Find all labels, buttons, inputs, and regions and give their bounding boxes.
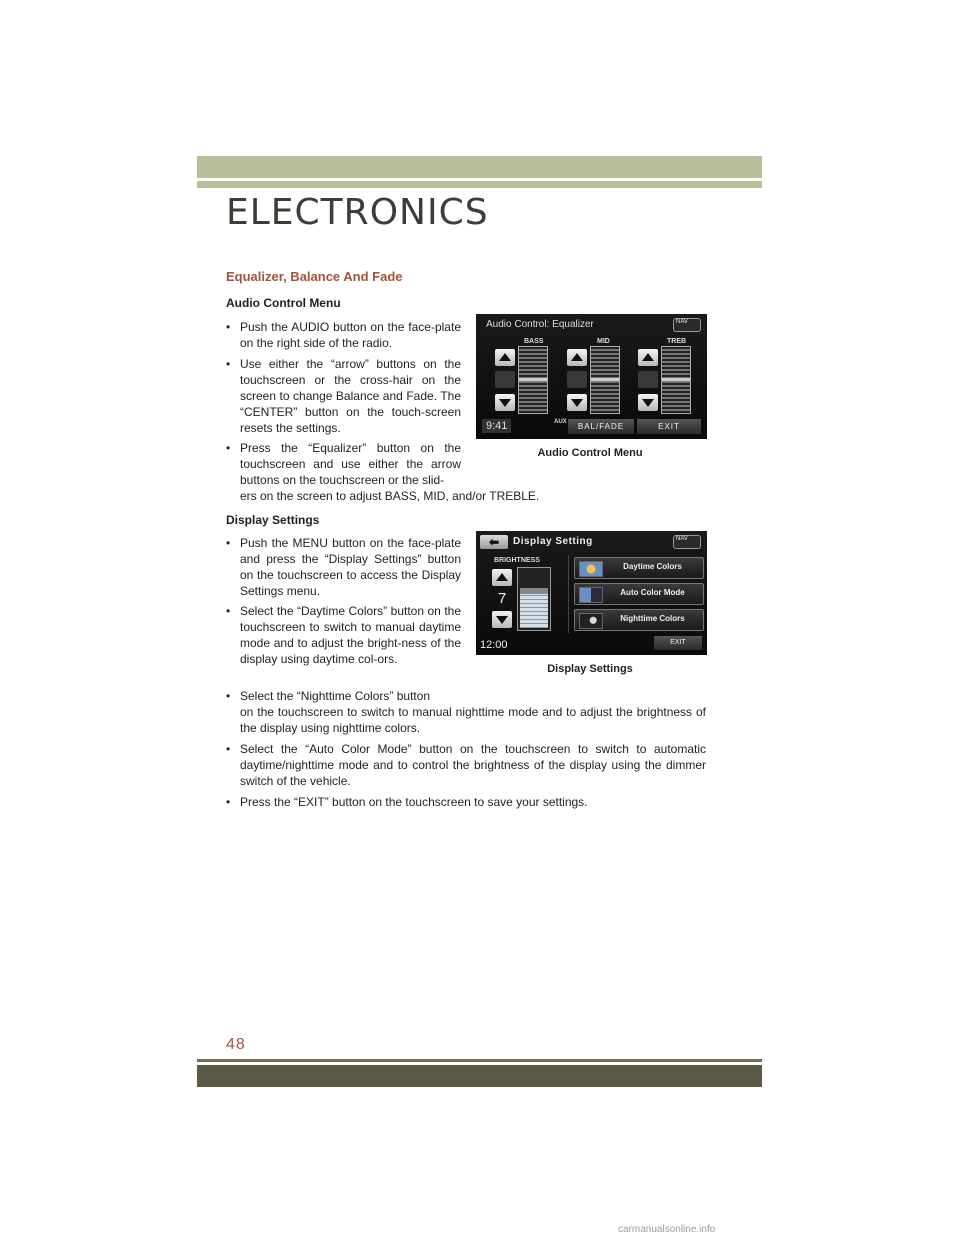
section-title: ELECTRONICS (226, 192, 489, 233)
display-bullet-5: • Press the “EXIT” button on the touchscreen to save your settings. (226, 795, 588, 809)
exit-button[interactable]: EXIT (654, 636, 702, 650)
arrow-up-icon (642, 353, 654, 361)
nighttime-colors-button[interactable]: Nighttime Colors (574, 609, 704, 631)
audio-bullet-3-cont: ers on the screen to adjust BASS, MID, and/or TREBLE. (240, 489, 540, 503)
band-label-mid: MID (597, 338, 610, 345)
bal-fade-button[interactable]: BAL/FADE (568, 419, 634, 434)
brightness-up-button[interactable] (492, 569, 512, 586)
slider-knob[interactable] (662, 378, 690, 381)
display-setting-title: Display Setting (513, 536, 593, 547)
treb-center-button[interactable] (638, 371, 658, 388)
audio-subheading: Audio Control Menu (226, 296, 341, 310)
brightness-down-button[interactable] (492, 611, 512, 628)
bullet-dot: • (226, 536, 231, 550)
audio-bullet-3: • Press the “Equalizer” button on the touchscreen and use either the arrow buttons on the touchscreen or the slid- (226, 441, 461, 487)
brightness-fill (520, 592, 548, 628)
bass-down-button[interactable] (495, 394, 515, 411)
aux-label: AUX (554, 419, 567, 425)
audio-caption: Audio Control Menu (537, 447, 643, 459)
band-label-treb: TREB (667, 338, 687, 345)
display-bullet-1: • Push the MENU button on the face-plate and press the “Display Settings” button on the touchscreen to access the Display Settings menu. (226, 536, 461, 598)
mid-up-button[interactable] (567, 349, 587, 366)
bullet-dot: • (226, 742, 231, 756)
brightness-value: 7 (498, 590, 507, 607)
equalizer-screen (476, 314, 707, 439)
mid-slider[interactable] (590, 346, 620, 414)
slider-knob[interactable] (520, 588, 548, 594)
treb-slider[interactable] (661, 346, 691, 414)
watermark: carmanualsonline.info (618, 1224, 716, 1235)
treb-up-button[interactable] (638, 349, 658, 366)
arrow-down-icon (642, 399, 654, 407)
slider-knob[interactable] (591, 378, 619, 381)
display-setting-screen (476, 531, 707, 655)
footer-rule (197, 1059, 762, 1062)
display-subheading: Display Settings (226, 513, 320, 527)
auto-mode-icon (579, 587, 603, 603)
page-number: 48 (226, 1036, 246, 1053)
daytime-colors-button[interactable]: Daytime Colors (574, 557, 704, 579)
moon-icon (579, 613, 603, 629)
brightness-slider[interactable] (517, 567, 551, 631)
header-bar-stripe (197, 181, 762, 188)
bullet-dot: • (226, 689, 231, 703)
band-label-bass: BASS (524, 338, 544, 345)
exit-button[interactable]: EXIT (637, 419, 701, 434)
display-bullet-2: • Select the “Daytime Colors” button on the touchscreen to switch to manual daytime mode and to adjust the bright-ness of the display using daytime col-ors. (226, 604, 461, 666)
equalizer-title: Audio Control: Equalizer (486, 319, 594, 330)
arrow-up-icon (496, 573, 508, 581)
audio-bullet-2: • Use either the “arrow” buttons on the touchscreen or the cross-hair on the screen to change Balance and Fade. The “CENTER” button on the touch-screen resets the settings. (226, 357, 461, 435)
mid-down-button[interactable] (567, 394, 587, 411)
bass-up-button[interactable] (495, 349, 515, 366)
back-arrow-icon[interactable]: ⬅ (480, 535, 508, 549)
header-bar (197, 156, 762, 178)
display-bullet-3-cont: on the touchscreen to switch to manual nighttime mode and to adjust the brightness of the display using nighttime colors. (240, 705, 706, 735)
clock: 12:00 (480, 639, 508, 651)
page-heading: Equalizer, Balance And Fade (226, 269, 403, 284)
footer-bar (197, 1065, 762, 1087)
bullet-dot: • (226, 604, 231, 618)
nav-badge[interactable]: NAV (673, 318, 701, 332)
sun-icon (579, 561, 603, 577)
arrow-down-icon (571, 399, 583, 407)
bullet-dot: • (226, 795, 231, 809)
arrow-down-icon (499, 399, 511, 407)
display-caption: Display Settings (547, 663, 633, 675)
bullet-dot: • (226, 320, 231, 334)
brightness-label: BRIGHTNESS (494, 557, 540, 564)
bullet-dot: • (226, 441, 231, 455)
nav-badge[interactable]: NAV (673, 535, 701, 549)
display-bullet-3: • Select the “Nighttime Colors” button (226, 689, 431, 703)
audio-bullet-1: • Push the AUDIO button on the face-plate on the right side of the radio. (226, 320, 461, 350)
display-bullet-4: • Select the “Auto Color Mode” button on the touchscreen to switch to automatic daytime/nighttime mode and to control the brightness of the display using the dimmer switch of the vehicle. (226, 742, 706, 788)
slider-knob[interactable] (519, 378, 547, 381)
mid-center-button[interactable] (567, 371, 587, 388)
arrow-down-icon (496, 616, 508, 624)
treb-down-button[interactable] (638, 394, 658, 411)
arrow-up-icon (499, 353, 511, 361)
divider (568, 555, 569, 633)
bass-center-button[interactable] (495, 371, 515, 388)
bass-slider[interactable] (518, 346, 548, 414)
arrow-up-icon (571, 353, 583, 361)
clock: 9:41 (482, 419, 511, 433)
bullet-dot: • (226, 357, 231, 371)
auto-color-mode-button[interactable]: Auto Color Mode (574, 583, 704, 605)
